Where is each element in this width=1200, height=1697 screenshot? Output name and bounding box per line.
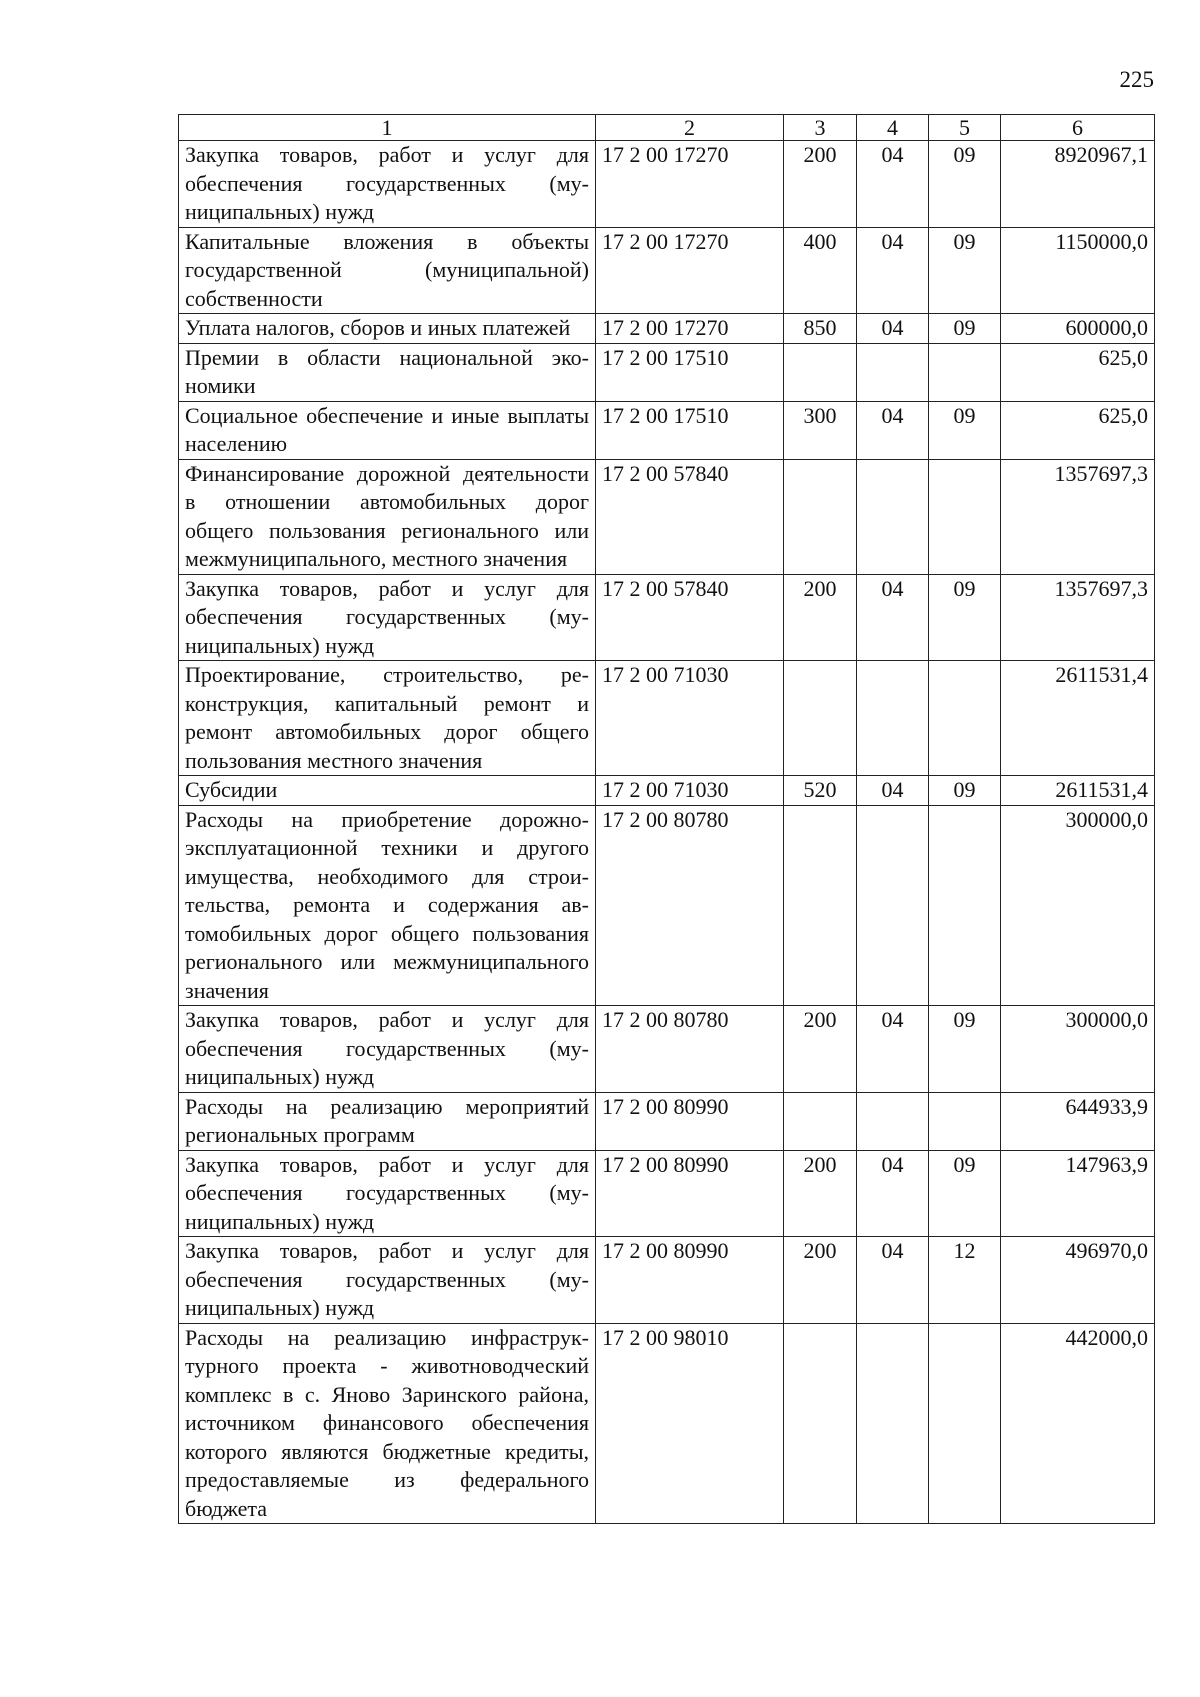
row-amount-cell: 625,0	[1001, 343, 1155, 401]
table-row	[179, 574, 1155, 661]
row-code-cell: 17 2 00 17510	[596, 401, 784, 459]
row-subsection-cell	[929, 1323, 1001, 1524]
row-amount-cell: 300000,0	[1001, 805, 1155, 1006]
row-code-cell: 17 2 00 80780	[596, 805, 784, 1006]
row-subsection-cell: 09	[929, 227, 1001, 314]
row-section-cell: 04	[857, 141, 929, 228]
table-row	[179, 314, 1155, 344]
row-amount-cell: 1150000,0	[1001, 227, 1155, 314]
table-row	[179, 227, 1155, 314]
row-amount-cell: 8920967,1	[1001, 141, 1155, 228]
row-code-cell: 17 2 00 57840	[596, 459, 784, 574]
row-subsection-cell: 12	[929, 1237, 1001, 1324]
row-code-cell: 17 2 00 17270	[596, 227, 784, 314]
row-subsection-cell: 09	[929, 776, 1001, 806]
row-subsection-cell: 09	[929, 314, 1001, 344]
row-subsection-cell	[929, 343, 1001, 401]
row-name-cell: Капитальные вложения в объекты государственной (муниципальной) собственности	[179, 227, 596, 314]
row-name-cell: Закупка товаров, работ и услуг для обеспечения государственных (муниципальных) нужд	[179, 141, 596, 228]
table-row	[179, 776, 1155, 806]
row-section-cell	[857, 343, 929, 401]
row-expense-type-cell	[784, 661, 857, 776]
table-row	[179, 1237, 1155, 1324]
table-row	[179, 141, 1155, 228]
row-section-cell: 04	[857, 314, 929, 344]
row-section-cell	[857, 459, 929, 574]
row-code-cell: 17 2 00 71030	[596, 776, 784, 806]
row-name-cell: Расходы на реализацию мероприятий региональных программ	[179, 1092, 596, 1150]
row-subsection-cell	[929, 805, 1001, 1006]
row-subsection-cell	[929, 1092, 1001, 1150]
header-col-2: 2	[596, 115, 784, 141]
row-section-cell	[857, 1092, 929, 1150]
row-amount-cell: 1357697,3	[1001, 574, 1155, 661]
row-name-cell: Субсидии	[179, 776, 596, 806]
row-section-cell	[857, 661, 929, 776]
row-name-cell: Премии в области национальной экономики	[179, 343, 596, 401]
row-expense-type-cell: 200	[784, 574, 857, 661]
row-section-cell: 04	[857, 776, 929, 806]
row-section-cell: 04	[857, 1150, 929, 1237]
row-name-cell: Уплата налогов, сборов и иных платежей	[179, 314, 596, 344]
row-amount-cell: 600000,0	[1001, 314, 1155, 344]
row-name-cell: Закупка товаров, работ и услуг для обеспечения государственных (муниципальных) нужд	[179, 1237, 596, 1324]
row-name-cell: Проектирование, строительство, реконструкция, капитальный ремонт и ремонт автомобильных дорог общего пользования местного значения	[179, 661, 596, 776]
row-subsection-cell: 09	[929, 141, 1001, 228]
row-expense-type-cell: 400	[784, 227, 857, 314]
row-subsection-cell: 09	[929, 1006, 1001, 1093]
table-row	[179, 1150, 1155, 1237]
row-section-cell: 04	[857, 1006, 929, 1093]
row-section-cell: 04	[857, 227, 929, 314]
header-col-6: 6	[1001, 115, 1155, 141]
table-row	[179, 401, 1155, 459]
row-amount-cell: 442000,0	[1001, 1323, 1155, 1524]
row-expense-type-cell	[784, 459, 857, 574]
budget-table	[178, 114, 1155, 1524]
header-col-4: 4	[857, 115, 929, 141]
row-expense-type-cell: 520	[784, 776, 857, 806]
row-section-cell: 04	[857, 1237, 929, 1324]
row-expense-type-cell: 850	[784, 314, 857, 344]
row-section-cell	[857, 805, 929, 1006]
table-row	[179, 1092, 1155, 1150]
table-row	[179, 343, 1155, 401]
header-col-1: 1	[179, 115, 596, 141]
table-row	[179, 1006, 1155, 1093]
row-amount-cell: 625,0	[1001, 401, 1155, 459]
row-expense-type-cell: 200	[784, 1150, 857, 1237]
row-code-cell: 17 2 00 57840	[596, 574, 784, 661]
table-row	[179, 661, 1155, 776]
row-code-cell: 17 2 00 98010	[596, 1323, 784, 1524]
row-subsection-cell	[929, 459, 1001, 574]
row-code-cell: 17 2 00 17270	[596, 141, 784, 228]
row-name-cell: Закупка товаров, работ и услуг для обеспечения государственных (муниципальных) нужд	[179, 574, 596, 661]
row-name-cell: Расходы на приобретение дорожно-эксплуатационной техники и другого имущества, необходимого для строительства, ремонта и содержания автомобильных дорог общего пользования регионального или межмуниципального значения	[179, 805, 596, 1006]
row-expense-type-cell: 200	[784, 141, 857, 228]
table-body	[179, 141, 1155, 1524]
row-code-cell: 17 2 00 80990	[596, 1092, 784, 1150]
header-col-5: 5	[929, 115, 1001, 141]
row-expense-type-cell	[784, 805, 857, 1006]
row-code-cell: 17 2 00 80990	[596, 1237, 784, 1324]
row-amount-cell: 1357697,3	[1001, 459, 1155, 574]
table-row	[179, 1323, 1155, 1524]
row-expense-type-cell	[784, 1323, 857, 1524]
row-section-cell	[857, 1323, 929, 1524]
row-section-cell: 04	[857, 401, 929, 459]
table-row	[179, 459, 1155, 574]
row-code-cell: 17 2 00 71030	[596, 661, 784, 776]
row-section-cell: 04	[857, 574, 929, 661]
row-expense-type-cell: 300	[784, 401, 857, 459]
row-expense-type-cell	[784, 1092, 857, 1150]
row-amount-cell: 2611531,4	[1001, 661, 1155, 776]
row-subsection-cell: 09	[929, 401, 1001, 459]
row-amount-cell: 147963,9	[1001, 1150, 1155, 1237]
row-name-cell: Закупка товаров, работ и услуг для обеспечения государственных (муниципальных) нужд	[179, 1006, 596, 1093]
row-expense-type-cell: 200	[784, 1006, 857, 1093]
row-name-cell: Социальное обеспечение и иные выплаты населению	[179, 401, 596, 459]
row-name-cell: Закупка товаров, работ и услуг для обеспечения государственных (муниципальных) нужд	[179, 1150, 596, 1237]
row-code-cell: 17 2 00 17270	[596, 314, 784, 344]
row-subsection-cell: 09	[929, 1150, 1001, 1237]
row-amount-cell: 496970,0	[1001, 1237, 1155, 1324]
row-expense-type-cell	[784, 343, 857, 401]
row-code-cell: 17 2 00 17510	[596, 343, 784, 401]
table-row	[179, 805, 1155, 1006]
row-amount-cell: 300000,0	[1001, 1006, 1155, 1093]
row-code-cell: 17 2 00 80780	[596, 1006, 784, 1093]
header-col-3: 3	[784, 115, 857, 141]
row-name-cell: Финансирование дорожной деятельности в отношении автомобильных дорог общего пользования регионального или межмуниципального, местного значения	[179, 459, 596, 574]
row-subsection-cell: 09	[929, 574, 1001, 661]
page-number: 225	[1119, 67, 1154, 92]
row-amount-cell: 644933,9	[1001, 1092, 1155, 1150]
row-expense-type-cell: 200	[784, 1237, 857, 1324]
header-row	[179, 115, 1155, 141]
row-amount-cell: 2611531,4	[1001, 776, 1155, 806]
row-name-cell: Расходы на реализацию инфраструктурного проекта - животноводческий комплекс в с. Яново Заринского района, источником финансового обеспечения которого являются бюджетные кредиты, предоставляемые из федерального бюджета	[179, 1323, 596, 1524]
row-subsection-cell	[929, 661, 1001, 776]
row-code-cell: 17 2 00 80990	[596, 1150, 784, 1237]
